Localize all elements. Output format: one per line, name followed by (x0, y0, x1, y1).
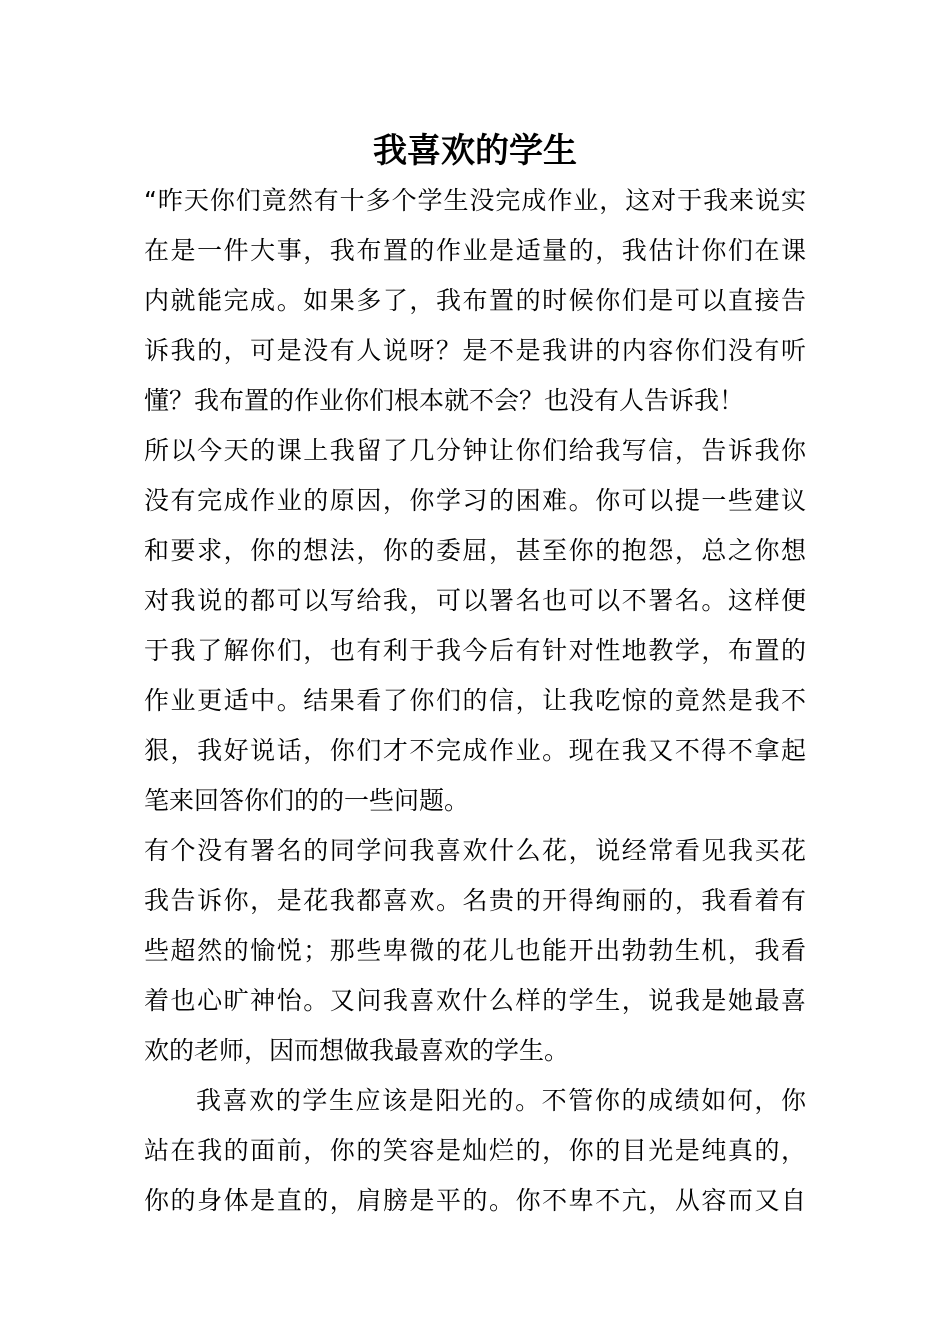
text-line: 着也心旷神怡。又问我喜欢什么样的学生，说我是她最喜 (144, 986, 806, 1015)
document-title: 我喜欢的学生 (373, 131, 577, 171)
text-line: 作业更适中。结果看了你们的信，让我吃惊的竟然是我不 (144, 686, 806, 715)
text-line: 我喜欢的学生应该是阳光的。不管你的成绩如何，你 (196, 1086, 806, 1115)
document-body (144, 176, 806, 1226)
text-line: 诉我的，可是没有人说呀？是不是我讲的内容你们没有听 (144, 336, 806, 365)
text-line: 没有完成作业的原因，你学习的困难。你可以提一些建议 (144, 486, 806, 515)
text-line: 所以今天的课上我留了几分钟让你们给我写信，告诉我你 (144, 436, 806, 465)
text-line: 欢的老师，因而想做我最喜欢的学生。 (144, 1036, 570, 1065)
text-line: 些超然的愉悦；那些卑微的花儿也能开出勃勃生机，我看 (144, 936, 806, 965)
text-line: 在是一件大事，我布置的作业是适量的，我估计你们在课 (144, 236, 806, 265)
text-line: 站在我的面前，你的笑容是灿烂的，你的目光是纯真的， (144, 1136, 806, 1165)
text-line: 有个没有署名的同学问我喜欢什么花，说经常看见我买花 (144, 836, 806, 865)
text-line: 我告诉你，是花我都喜欢。名贵的开得绚丽的，我看着有 (144, 886, 806, 915)
text-line: 笔来回答你们的的一些问题。 (144, 786, 470, 815)
text-line: 和要求，你的想法，你的委屈，甚至你的抱怨，总之你想 (144, 536, 806, 565)
text-line: 对我说的都可以写给我，可以署名也可以不署名。这样便 (144, 586, 806, 615)
text-line: 内就能完成。如果多了，我布置的时候你们是可以直接告 (144, 286, 806, 315)
text-line: “昨天你们竟然有十多个学生没完成作业，这对于我来说实 (144, 186, 806, 215)
text-line: 懂？我布置的作业你们根本就不会？也没有人告诉我！ (144, 386, 745, 415)
text-line: 狠，我好说话，你们才不完成作业。现在我又不得不拿起 (144, 736, 806, 765)
text-line: 你的身体是直的，肩膀是平的。你不卑不亢，从容而又自 (144, 1186, 806, 1215)
text-line: 于我了解你们，也有利于我今后有针对性地教学，布置的 (144, 636, 806, 665)
